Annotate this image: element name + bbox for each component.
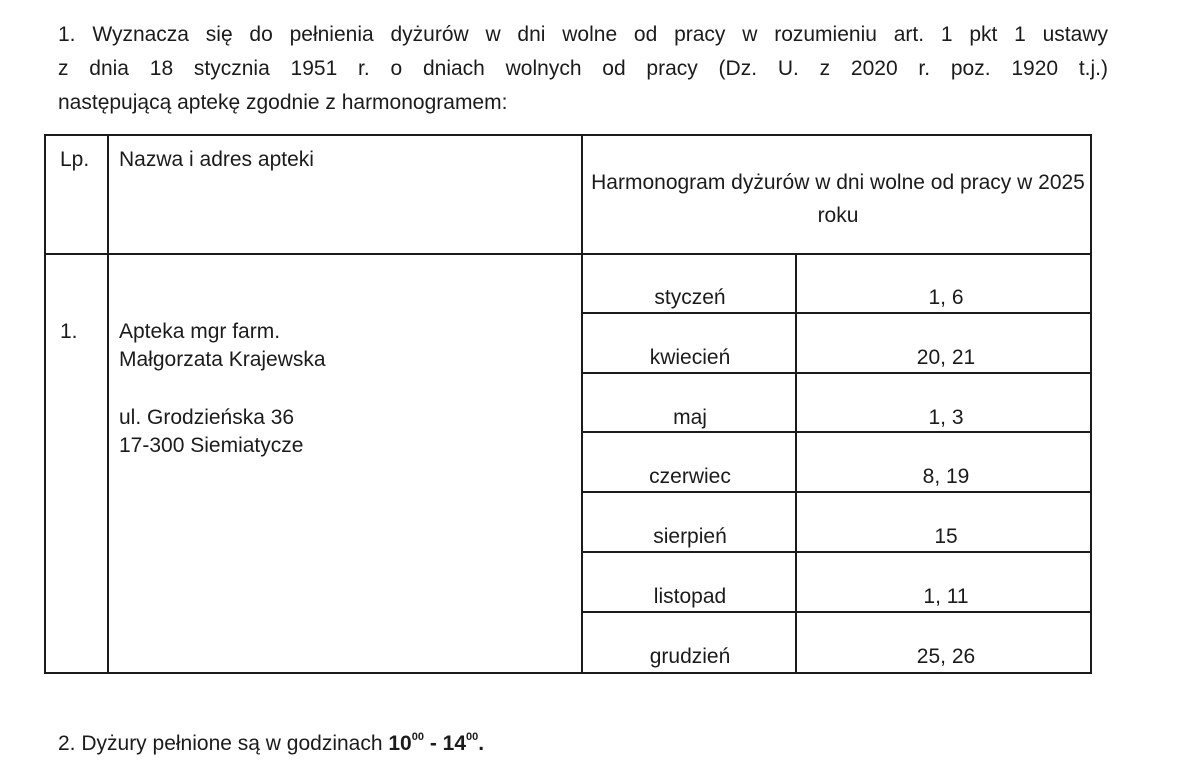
- header-lp: Lp.: [60, 148, 90, 171]
- start-hour: 10: [388, 732, 412, 755]
- header-schedule: Harmonogram dyżurów w dni wolne od pracy w 2025 roku: [591, 171, 1085, 227]
- header-name-address: Nazwa i adres apteki: [119, 148, 314, 171]
- table-header-divider: [46, 253, 1090, 255]
- hours-note: [58, 730, 484, 758]
- hours-note-text: 2. Dyżury pełnione są w godzinach: [58, 732, 383, 755]
- schedule-days: 1, 11: [923, 585, 969, 608]
- pharmacy-name-line-2: Małgorzata Krajewska: [119, 348, 326, 371]
- table-divider-name: [581, 136, 583, 672]
- hours-range: [388, 732, 484, 755]
- schedule-inner-divider: [795, 253, 797, 672]
- schedule-days: 25, 26: [916, 645, 976, 668]
- intro-line-2: z dnia 18 stycznia 1951 r. o dniach wolnych od pracy (Dz. U. z 2020 r. poz. 1920 t.j.): [58, 57, 1108, 80]
- end-hour: 14: [442, 732, 467, 755]
- schedule-month: grudzień: [649, 645, 731, 668]
- pharmacy-schedule-table: [44, 134, 1092, 674]
- schedule-month: listopad: [653, 585, 727, 608]
- schedule-days: 1, 3: [928, 406, 964, 429]
- schedule-row-divider: [581, 611, 1090, 613]
- schedule-row-divider: [581, 312, 1090, 314]
- schedule-row-divider: [581, 372, 1090, 374]
- schedule-days: 8, 19: [922, 465, 970, 488]
- schedule-month: kwiecień: [649, 346, 731, 369]
- table-divider-lp: [107, 136, 109, 672]
- schedule-row-divider: [581, 431, 1090, 433]
- schedule-month: czerwiec: [649, 465, 731, 488]
- pharmacy-name-line-1: Apteka mgr farm.: [119, 320, 281, 343]
- hours-separator: -: [429, 732, 437, 755]
- pharmacy-street: ul. Grodzieńska 36: [119, 406, 295, 429]
- schedule-row-divider: [581, 551, 1090, 553]
- schedule-row-divider: [581, 491, 1090, 493]
- start-minutes: 00: [411, 731, 424, 743]
- schedule-month: maj: [673, 406, 707, 429]
- pharmacy-address-block: [119, 318, 326, 460]
- schedule-days: 15: [934, 525, 958, 548]
- end-punctuation: .: [478, 732, 485, 755]
- intro-line-3: następującą aptekę zgodnie z harmonogramem:: [58, 91, 508, 114]
- schedule-month: sierpień: [653, 525, 727, 548]
- intro-paragraph: [58, 18, 1118, 120]
- schedule-days: 20, 21: [916, 346, 976, 369]
- row-lp: 1.: [60, 320, 78, 343]
- schedule-days: 1, 6: [928, 286, 964, 309]
- end-minutes: 00: [466, 731, 479, 743]
- address-gap: [119, 374, 326, 404]
- intro-line-1: 1. Wyznacza się do pełnienia dyżurów w dni wolne od pracy w rozumieniu art. 1 pkt 1 ustawy: [58, 23, 1108, 46]
- pharmacy-city: 17-300 Siemiatycze: [119, 434, 304, 457]
- schedule-month: styczeń: [654, 286, 726, 309]
